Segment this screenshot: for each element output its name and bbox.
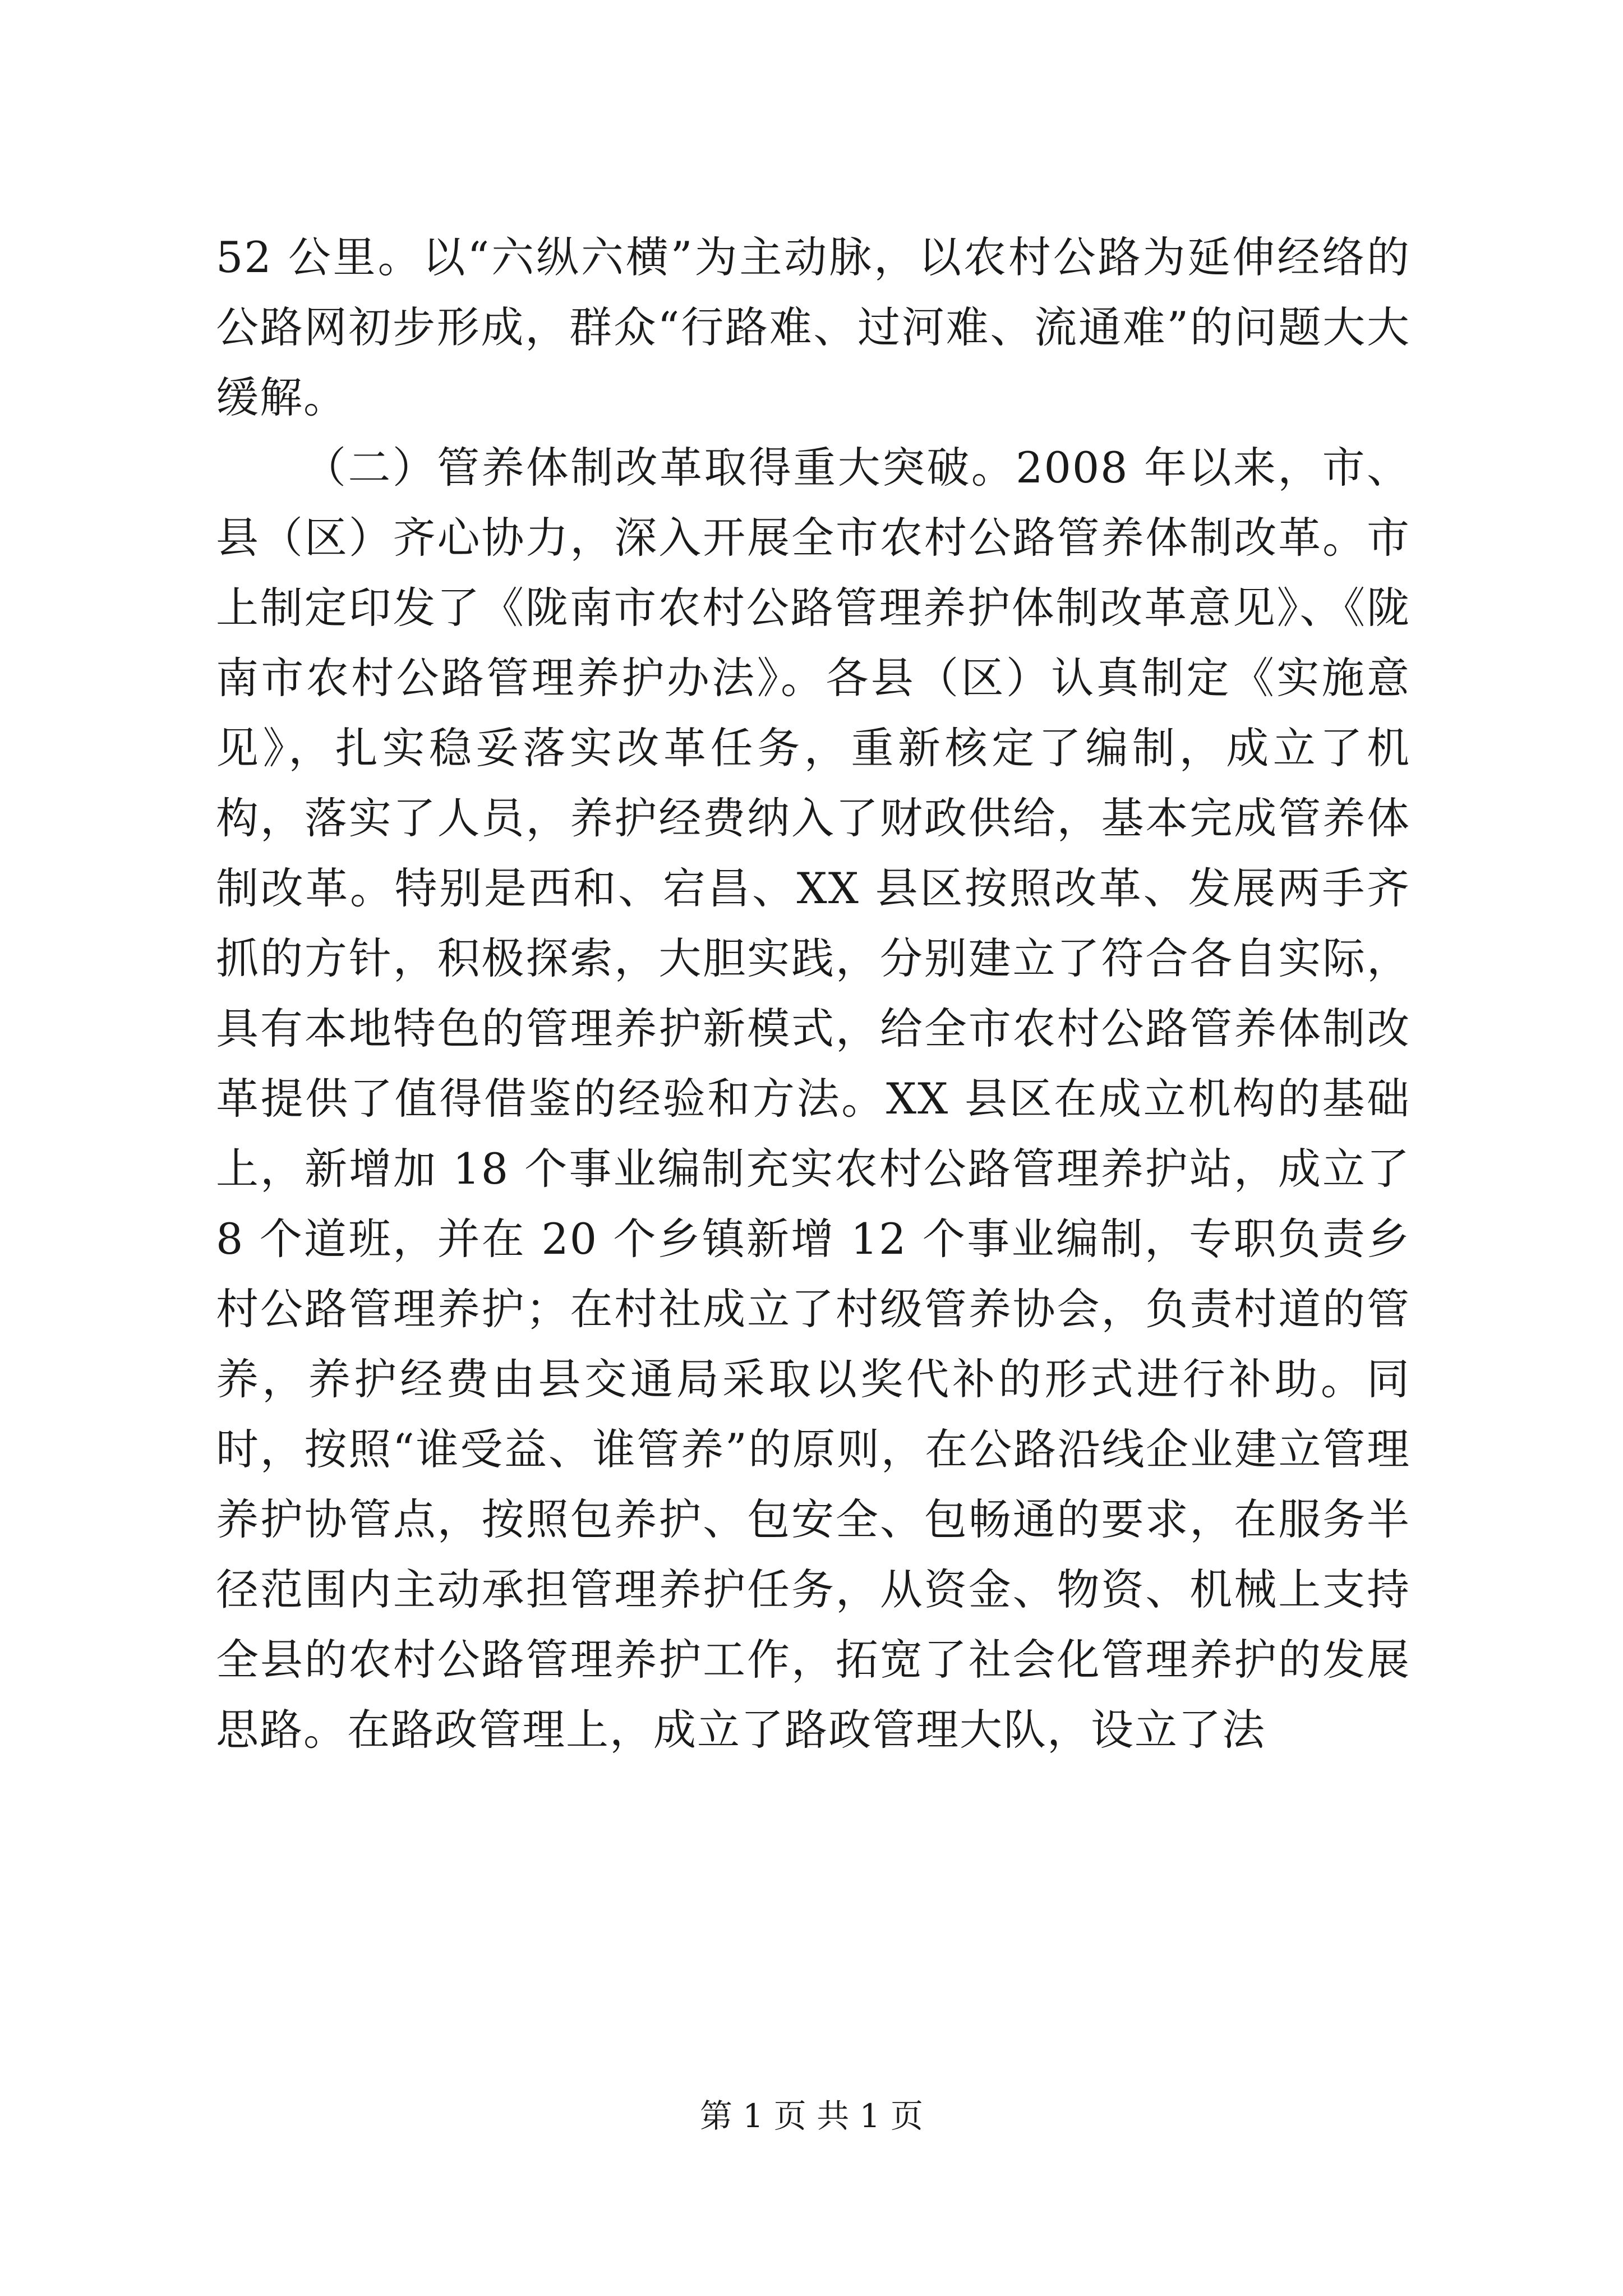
paragraph-section-two: （二）管养体制改革取得重大突破。2008 年以来，市、县（区）齐心协力，深入开展全市农村公路管养体制改革。市上制定印发了《陇南市农村公路管理养护体制改革意见》、《陇南市农村公路管理养护办法》。各县（区）认真制定《实施意见》，扎实稳妥落实改革任务，重新核定了编制，成立了机构，落实了人员，养护经费纳入了财政供给，基本完成管养体制改革。特别是西和、宕昌、XX 县区按照改革、发展两手齐抓的方针，积极探索，大胆实践，分别建立了符合各自实际，具有本地特色的管理养护新模式，给全市农村公路管养体制改革提供了值得借鉴的经验和方法。XX 县区在成立机构的基础上，新增加 18 个事业编制充实农村公路管理养护站，成立了 8 个道班，并在 20 个乡镇新增 12 个事业编制，专职负责乡村公路管理养护；在村社成立了村级管养协会，负责村道的管养，养护经费由县交通局采取以奖代补的形式进行补助。同时，按照“谁受益、谁管养”的原则，在公路沿线企业建立管理养护协管点，按照包养护、包安全、包畅通的要求，在服务半径范围内主动承担管理养护任务，从资金、物资、机械上支持全县的农村公路管理养护工作，拓宽了社会化管理养护的发展思路。在路政管理上，成立了路政管理大队，设立了法 (216, 443, 1410, 1755)
page-footer: 第 1 页 共 1 页 (700, 2097, 923, 2135)
document-body (216, 222, 1410, 1765)
paragraph-continuation: 52 公里。以“六纵六横”为主动脉，以农村公路为延伸经络的公路网初步形成，群众“行路难、过河难、流通难”的问题大大缓解。 (216, 232, 1410, 422)
